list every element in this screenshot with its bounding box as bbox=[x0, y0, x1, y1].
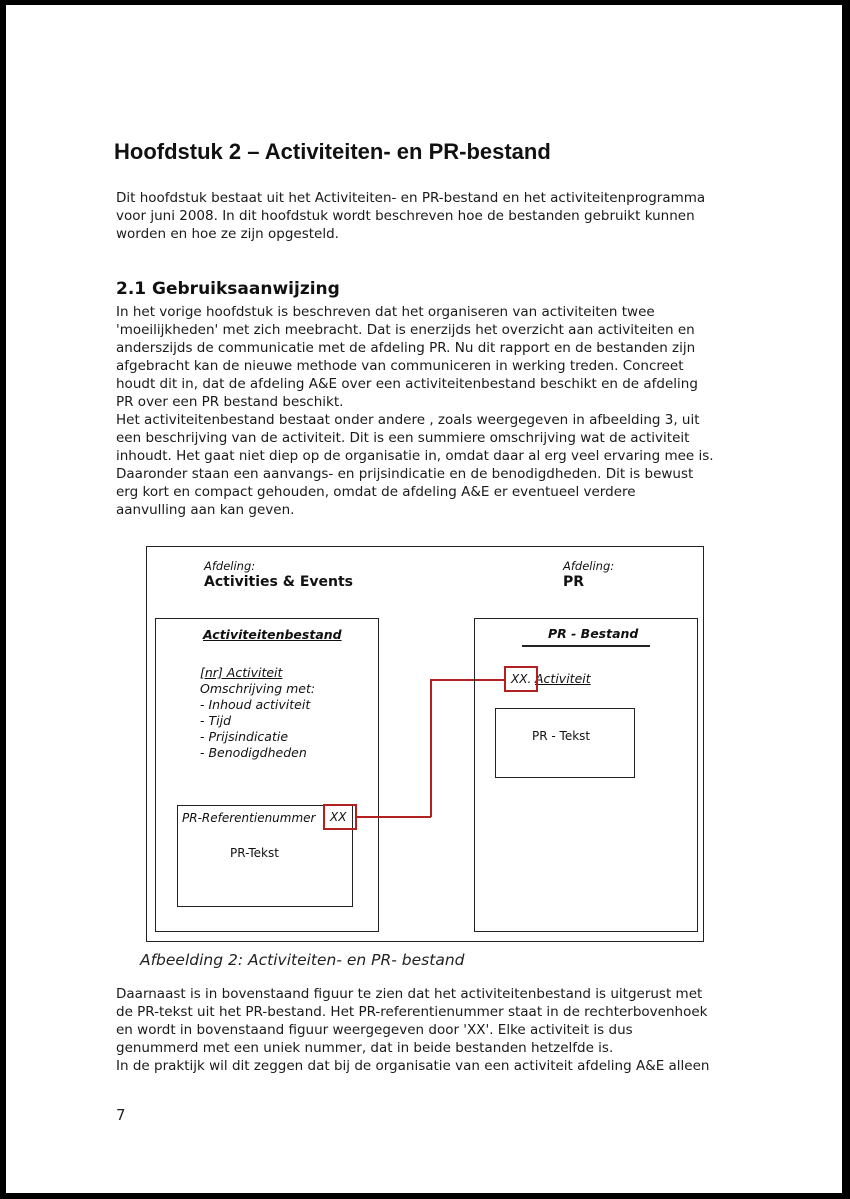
text-line: houdt dit in, dat de afdeling A&E over een activiteitenbestand beschikt en de afdeling bbox=[116, 376, 698, 392]
pr-activity-title: Activiteit bbox=[535, 671, 591, 686]
text-line: aanvulling aan kan geven. bbox=[116, 502, 295, 518]
activities-file-box bbox=[155, 618, 379, 932]
text-line: worden en hoe ze zijn opgesteld. bbox=[116, 226, 339, 242]
intro-paragraph bbox=[116, 189, 742, 243]
right-ref-code-box bbox=[504, 666, 538, 692]
activity-list-item: - Tijd bbox=[200, 713, 231, 728]
text-line: Dit hoofdstuk bestaat uit het Activiteiten- en PR-bestand en het activiteitenprogramma bbox=[116, 190, 706, 206]
text-line: 'moeilijkheden' met zich meebracht. Dat is enerzijds het overzicht aan activiteiten en bbox=[116, 322, 695, 338]
page-number: 7 bbox=[116, 1106, 126, 1124]
figure-diagram bbox=[146, 546, 704, 942]
pr-reference-label: PR-Referentienummer bbox=[182, 811, 316, 825]
text-line: en wordt in bovenstaand figuur weergegeven door 'XX'. Elke activiteit is dus bbox=[116, 1022, 633, 1038]
chapter-title: Hoofdstuk 2 – Activiteiten- en PR-bestand bbox=[114, 139, 551, 164]
activity-list-item: - Inhoud activiteit bbox=[200, 697, 311, 712]
text-line: de PR-tekst uit het PR-bestand. Het PR-referentienummer staat in de rechterbovenhoek bbox=[116, 1004, 708, 1020]
activity-list-item: - Benodigdheden bbox=[200, 745, 307, 760]
pr-file-title-underline bbox=[522, 645, 650, 647]
connector-line bbox=[430, 679, 432, 817]
pr-text-right: PR - Tekst bbox=[532, 729, 591, 743]
left-ref-code: XX bbox=[330, 810, 347, 824]
text-line: Daarnaast is in bovenstaand figuur te zien dat het activiteitenbestand is uitgerust met bbox=[116, 986, 703, 1002]
right-dept-name: PR bbox=[563, 574, 585, 590]
text-line: genummerd met een uniek nummer, dat in beide bestanden hetzelfde is. bbox=[116, 1040, 614, 1056]
text-line: anderszijds de communicatie met de afdeling PR. Nu dit rapport en de bestanden zijn bbox=[116, 340, 696, 356]
text-line: erg kort en compact gehouden, omdat de afdeling A&E er eventueel verdere bbox=[116, 484, 636, 500]
activity-list-item: - Prijsindicatie bbox=[200, 729, 289, 744]
left-ref-code-box bbox=[323, 804, 357, 830]
text-line: In de praktijk wil dit zeggen dat bij de organisatie van een activiteit afdeling A&E alleen bbox=[116, 1058, 710, 1074]
pr-text-box bbox=[495, 708, 635, 778]
text-line: een beschrijving van de activiteit. Dit is een summiere omschrijving wat de activiteit bbox=[116, 430, 690, 446]
right-dept-label: Afdeling: bbox=[563, 559, 615, 573]
left-dept-label: Afdeling: bbox=[204, 559, 256, 573]
figure-caption: Afbeelding 2: Activiteiten- en PR- bestand bbox=[140, 951, 465, 969]
section-paragraph bbox=[116, 303, 742, 519]
section-title: 2.1 Gebruiksaanwijzing bbox=[116, 279, 340, 299]
closing-paragraph bbox=[116, 985, 742, 1075]
text-line: Het activiteitenbestand bestaat onder andere , zoals weergegeven in afbeelding 3, uit bbox=[116, 412, 700, 428]
text-line: voor juni 2008. In dit hoofdstuk wordt beschreven hoe de bestanden gebruikt kunnen bbox=[116, 208, 695, 224]
text-line: afgebracht kan de nieuwe methode van communiceren in werking treden. Concreet bbox=[116, 358, 684, 374]
text-line: inhoudt. Het gaat niet diep op de organisatie in, omdat daar al erg veel ervaring mee is. bbox=[116, 448, 714, 464]
connector-line bbox=[357, 816, 431, 818]
left-dept-name: Activities & Events bbox=[204, 574, 354, 590]
document-page bbox=[6, 5, 842, 1193]
activities-file-title: Activiteitenbestand bbox=[203, 627, 342, 642]
pr-text-left: PR-Tekst bbox=[230, 846, 279, 860]
right-ref-code: XX. bbox=[511, 672, 532, 686]
text-line: PR over een PR bestand beschikt. bbox=[116, 394, 344, 410]
text-line: In het vorige hoofdstuk is beschreven dat het organiseren van activiteiten twee bbox=[116, 304, 655, 320]
activity-item-title: [nr] Activiteit bbox=[200, 665, 283, 680]
activity-item-sub: Omschrijving met: bbox=[200, 681, 316, 696]
text-line: Daaronder staan een aanvangs- en prijsindicatie en de benodigdheden. Dit is bewust bbox=[116, 466, 694, 482]
pr-file-title: PR - Bestand bbox=[548, 626, 639, 641]
